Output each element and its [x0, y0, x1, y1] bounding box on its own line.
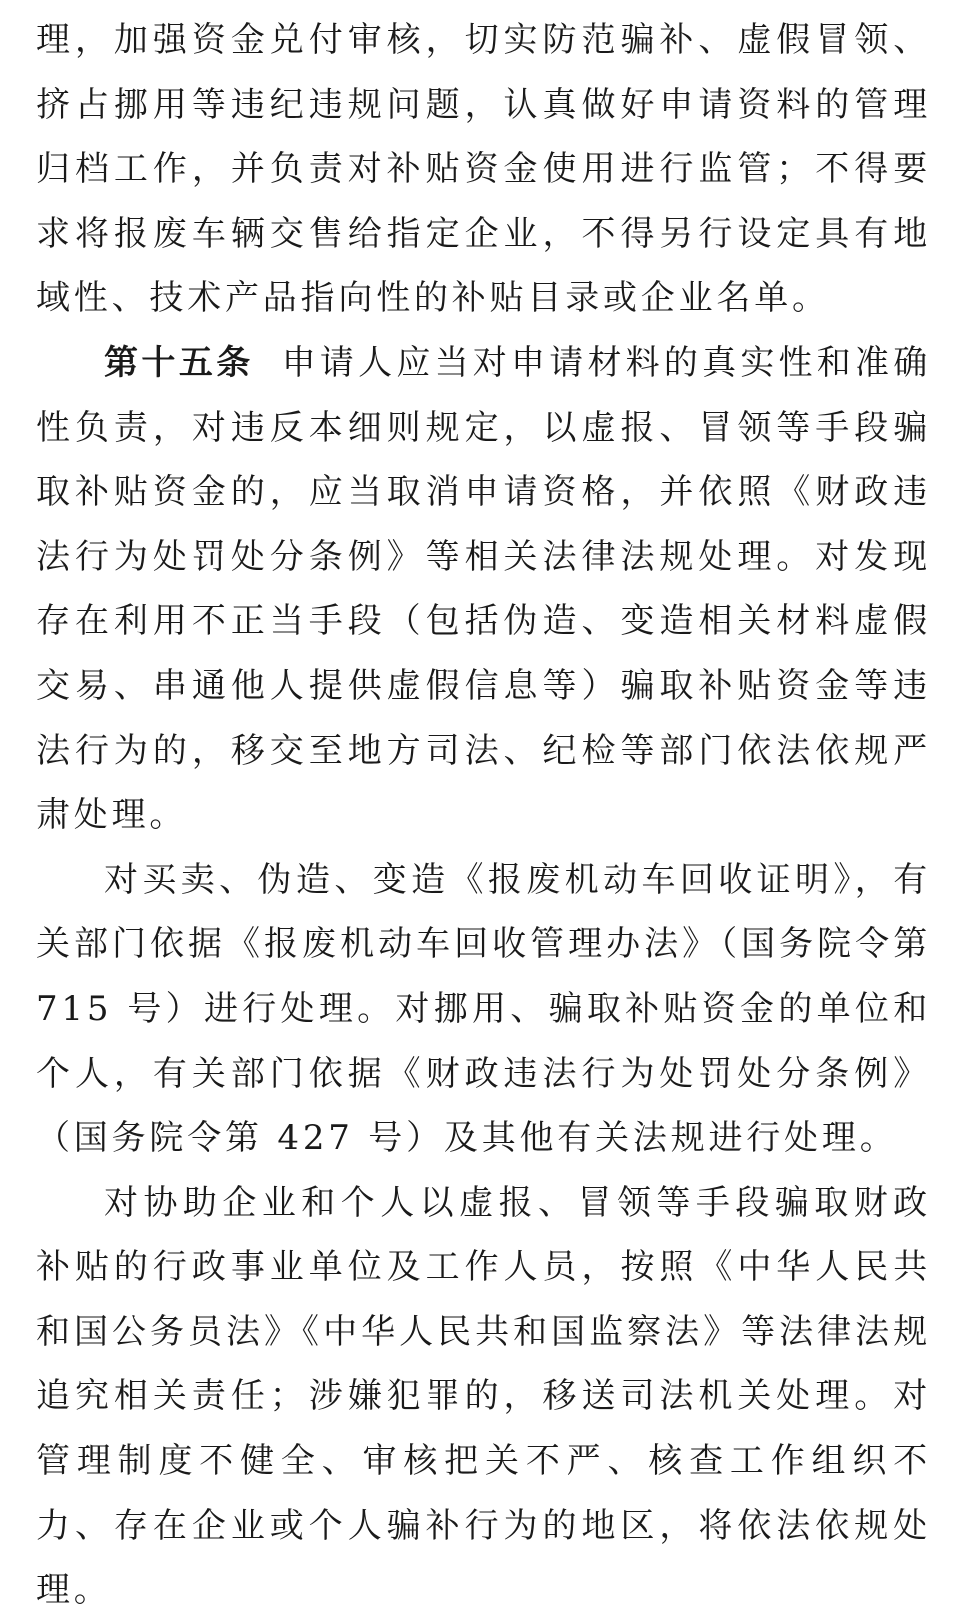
paragraph-text: 理，加强资金兑付审核，切实防范骗补、虚假冒领、挤占挪用等违纪违规问题，认真做好申请资料的管理归档工作，并负责对补贴资金使用进行监管；不得要求将报废车辆交售给指定企业，不得另行设定具有地域性、技术产品指向性的补贴目录或企业名单。 [36, 20, 931, 319]
paragraph-continued [36, 8, 931, 331]
article-number: 第十五条 [104, 342, 254, 383]
paragraph-article-15 [36, 331, 931, 848]
paragraph-text: 申请人应当对申请材料的真实性和准确性负责，对违反本细则规定，以虚报、冒领等手段骗取补贴资金的，应当取消申请资格，并依照《财政违法行为处罚处分条例》等相关法律法规处理。对发现存在利用不正当手段（包括伪造、变造相关材料虚假交易、串通他人提供虚假信息等）骗取补贴资金等违法行为的，移交至地方司法、纪检等部门依法依规严肃处理。 [36, 342, 931, 836]
paragraph-text: 对协助企业和个人以虚报、冒领等手段骗取财政补贴的行政事业单位及工作人员，按照《中华人民共和国公务员法》《中华人民共和国监察法》等法律法规追究相关责任；涉嫌犯罪的，移送司法机关处理。对管理制度不健全、审核把关不严、核查工作组织不力、存在企业或个人骗补行为的地区，将依法依规处理。 [36, 1182, 931, 1611]
paragraph-accountability [36, 1171, 931, 1623]
document-page [36, 8, 931, 1623]
paragraph-penalty-certificates [36, 848, 931, 1171]
paragraph-text: 对买卖、伪造、变造《报废机动车回收证明》，有关部门依据《报废机动车回收管理办法》（国务院令第 715 号）进行处理。对挪用、骗取补贴资金的单位和个人，有关部门依据《财政违法行为处罚处分条例》（国务院令第 427 号）及其他有关法规进行处理。 [36, 859, 931, 1159]
